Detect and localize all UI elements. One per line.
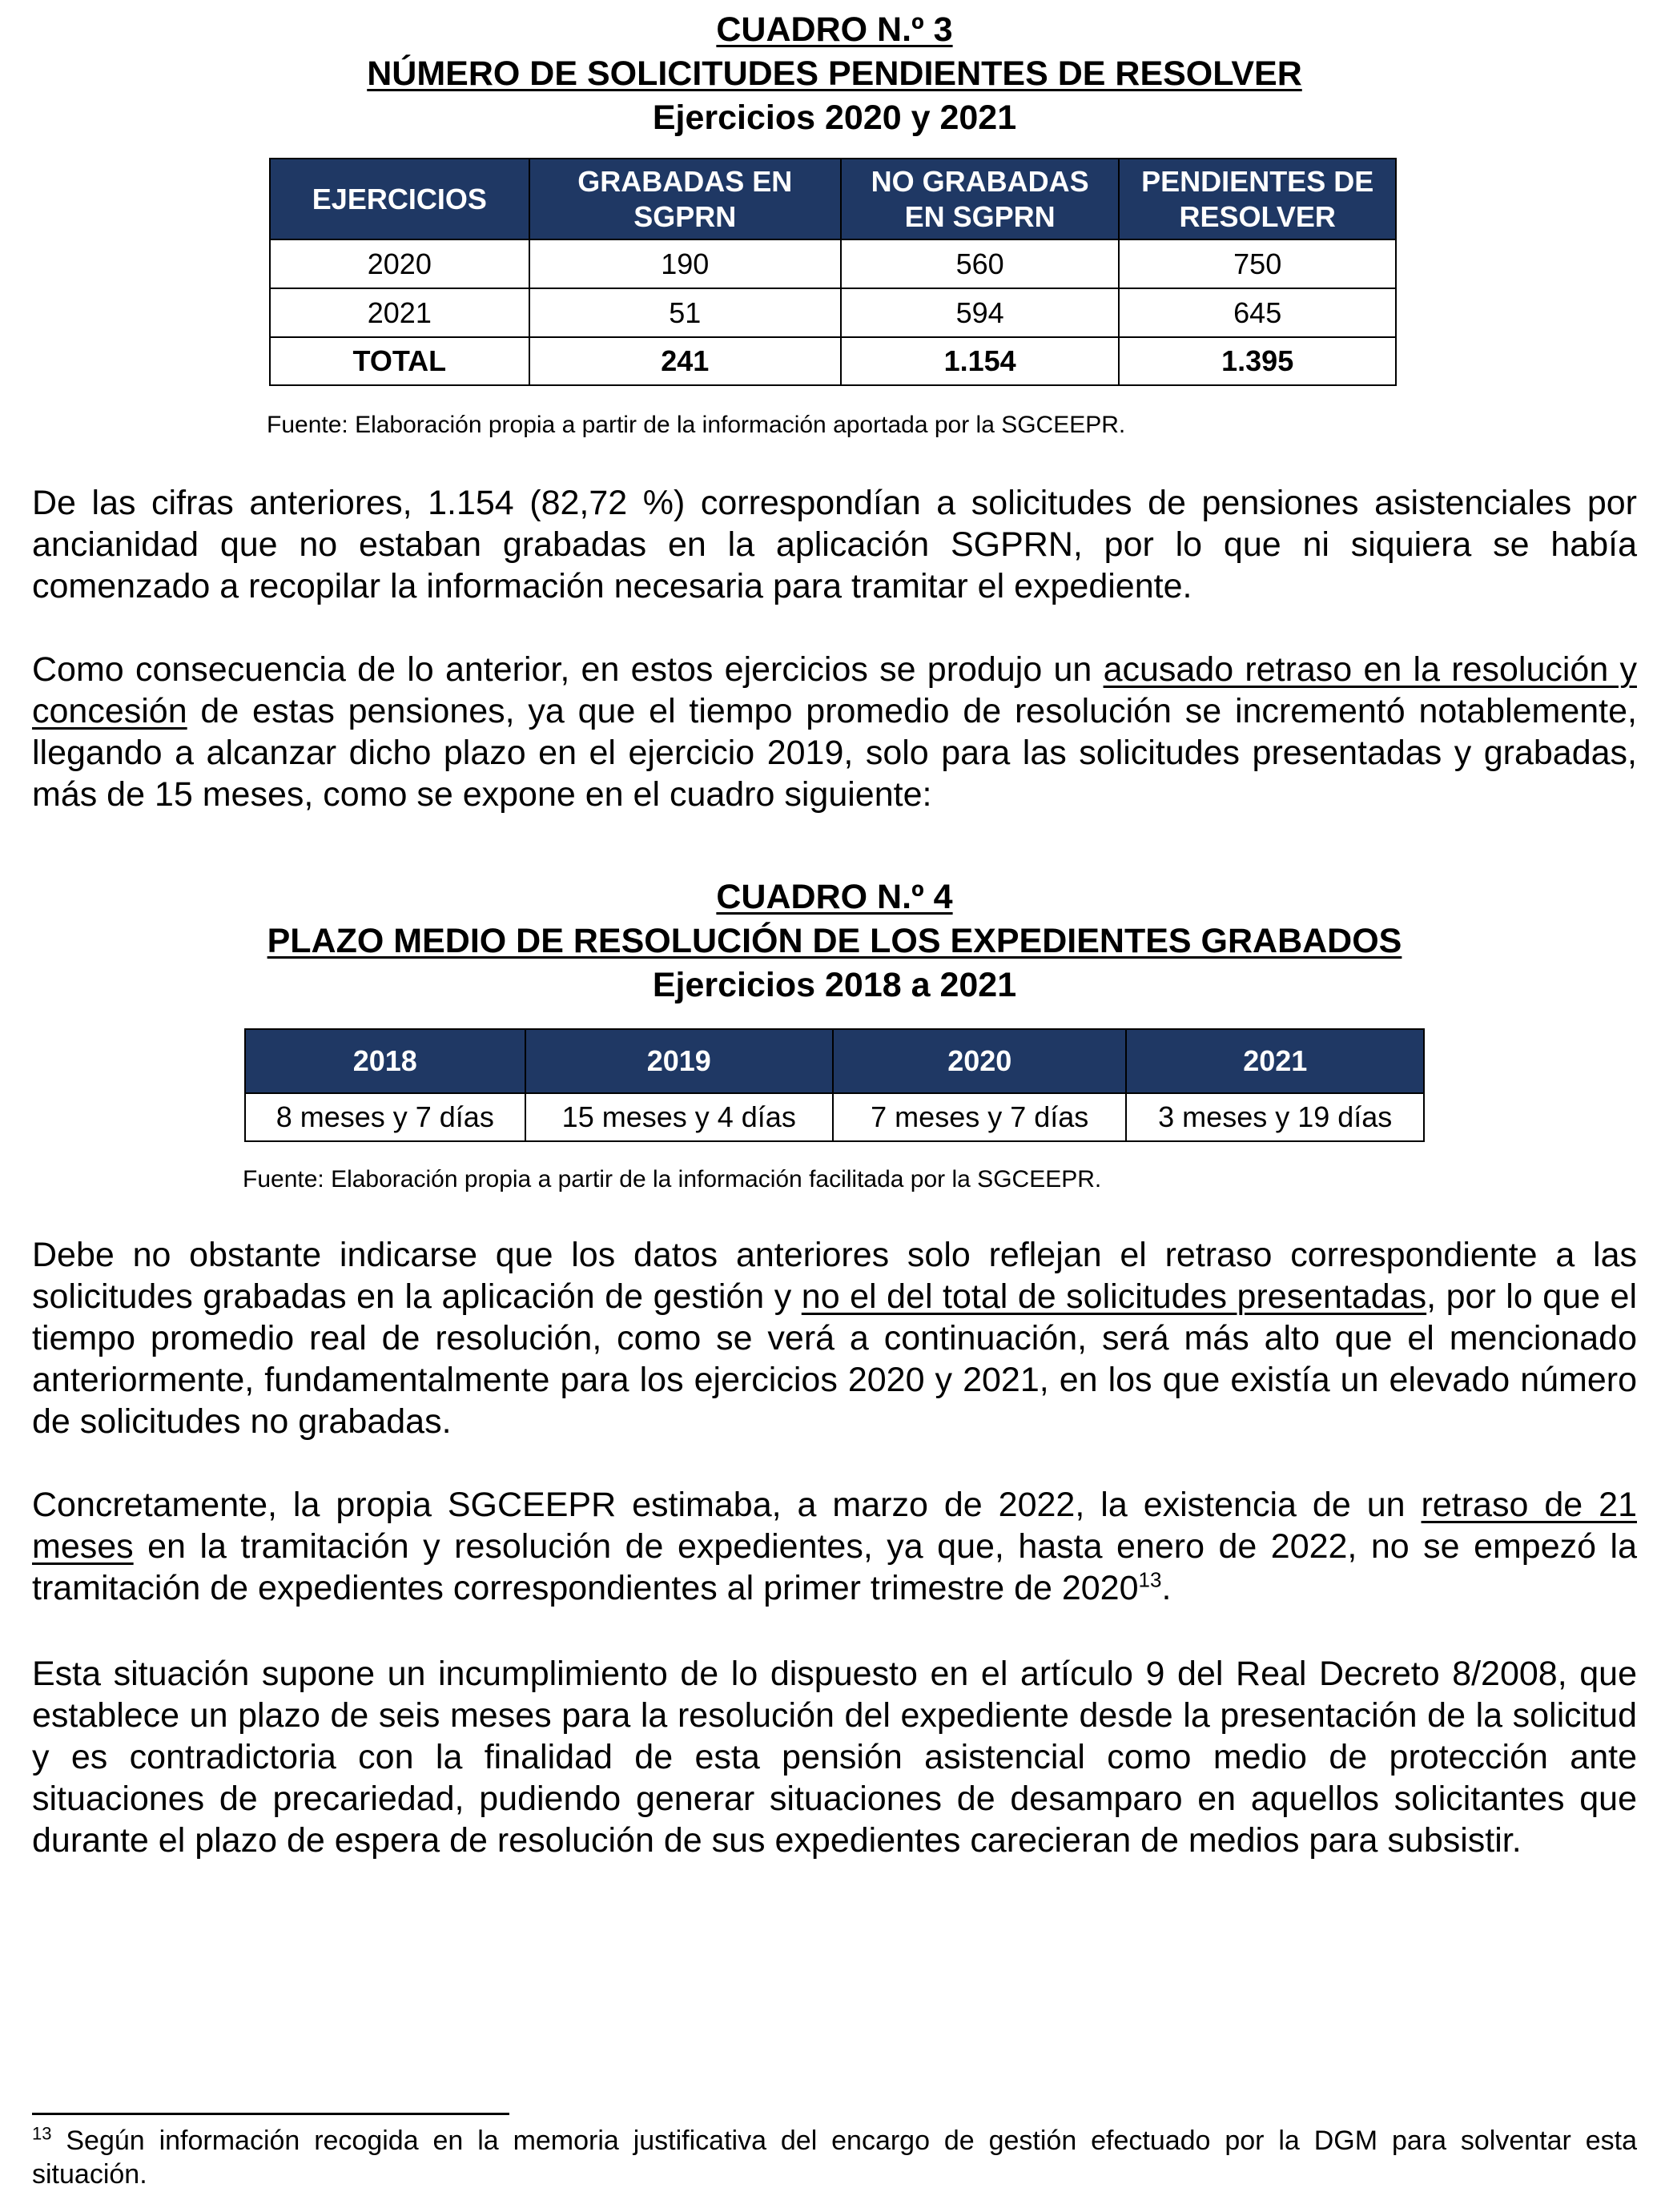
table4-header-cell: 2019: [525, 1029, 833, 1093]
paragraph-3: [32, 1234, 1637, 1442]
table-cell: 1.395: [1119, 337, 1396, 385]
table3-subtitle: NÚMERO DE SOLICITUDES PENDIENTES DE RESOLVER: [367, 54, 1302, 93]
table4-header-cell: 2021: [1126, 1029, 1424, 1093]
table3-heading: [0, 8, 1669, 140]
table-cell: 15 meses y 4 días: [525, 1093, 833, 1141]
table-cell: 3 meses y 19 días: [1126, 1093, 1424, 1141]
table-cell: TOTAL: [270, 337, 529, 385]
paragraph-text: en la tramitación y resolución de expedientes, ya que, hasta enero de 2022, no se empezó la tramitación de expedientes correspondientes al primer trimestre de 2020: [32, 1527, 1637, 1607]
table4-header-row: [245, 1029, 1424, 1093]
paragraph-text: de estas pensiones, ya que el tiempo promedio de resolución se incrementó notablemente, llegando a alcanzar dicho plazo en el ejercicio 2019, solo para las solicitudes presentadas y grabadas, más de 15 meses, como se expone en el cuadro siguiente:: [32, 692, 1637, 814]
table-cell: 241: [529, 337, 841, 385]
table-cell: 2021: [270, 288, 529, 337]
footnote-text: Según información recogida en la memoria justificativa del encargo de gestión efectuado por la DGM para solventar esta situación.: [32, 2126, 1637, 2190]
paragraph-text: , por lo que el tiempo promedio real de resolución, como se verá a continuación, será más alto que el mencionado anteriormente, fundamentalmente para los ejercicios 2020 y 2021, en los que existía un elevado número de solicitudes no grabadas.: [32, 1277, 1638, 1441]
table-cell: 560: [841, 239, 1119, 288]
table3-total-row: [270, 337, 1396, 385]
table-row: [270, 288, 1396, 337]
paragraph-5: Esta situación supone un incumplimiento de lo dispuesto en el artículo 9 del Real Decreto 8/2008, que establece un plazo de seis meses para la resolución del expediente desde la presentación de la solicitud y es contradictoria con la finalidad de esta pensión asistencial como medio de protección ante situaciones de precariedad, pudiendo generar situaciones de desamparo en aquellos solicitantes que durante el plazo de espera de resolución de sus expedientes carecieran de medios para subsistir.: [32, 1655, 1637, 1860]
table4-source: Fuente: Elaboración propia a partir de la información facilitada por la SGCEEPR.: [243, 1166, 1102, 1192]
underlined-text: no el del total de solicitudes presentadas: [801, 1277, 1427, 1316]
footnote: [32, 2124, 1637, 2191]
paragraph-text: Como consecuencia de lo anterior, en estos ejercicios se produjo un: [32, 650, 1104, 689]
table-cell: 2020: [270, 239, 529, 288]
table4-title: CUADRO N.º 4: [716, 878, 953, 916]
table-row: [245, 1093, 1424, 1141]
table3-period: Ejercicios 2020 y 2021: [652, 99, 1017, 137]
table-cell: 190: [529, 239, 841, 288]
table-cell: 645: [1119, 288, 1396, 337]
underlined-text: acusado retraso en la resolución y concesión: [32, 650, 1637, 730]
table-cell: 594: [841, 288, 1119, 337]
table-cell: 1.154: [841, 337, 1119, 385]
table4-header-cell: 2018: [245, 1029, 525, 1093]
footnote-separator: [32, 2113, 509, 2115]
table3-header-row: [270, 159, 1396, 239]
table3-source: Fuente: Elaboración propia a partir de la información aportada por la SGCEEPR.: [267, 412, 1126, 438]
table4-period: Ejercicios 2018 a 2021: [652, 966, 1017, 1004]
paragraph-text: .: [1161, 1569, 1172, 1607]
table4: [244, 1028, 1425, 1142]
paragraph-1: De las cifras anteriores, 1.154 (82,72 %) correspondían a solicitudes de pensiones asistenciales por ancianidad que no estaban grabadas en la aplicación SGPRN, por lo que ni siquiera se había comenzado a recopilar la información necesaria para tramitar el expediente.: [32, 484, 1637, 605]
table3-header-cell: NO GRABADAS EN SGPRN: [841, 159, 1119, 239]
table4-heading: [0, 875, 1669, 1007]
table-row: [270, 239, 1396, 288]
table3-header-cell: GRABADAS EN SGPRN: [529, 159, 841, 239]
table3-title: CUADRO N.º 3: [716, 10, 953, 49]
paragraph-4: [32, 1484, 1637, 1609]
table-cell: 8 meses y 7 días: [245, 1093, 525, 1141]
table3-header-cell: PENDIENTES DE RESOLVER: [1119, 159, 1396, 239]
table3-header-cell: EJERCICIOS: [270, 159, 529, 239]
underlined-text: retraso de 21 meses: [32, 1486, 1637, 1566]
paragraph-text: Concretamente, la propia SGCEEPR estimaba, a marzo de 2022, la existencia de un: [32, 1486, 1422, 1524]
paragraph-text: Debe no obstante indicarse que los datos anteriores solo reflejan el retraso correspondiente a las solicitudes grabadas en la aplicación de gestión y: [32, 1236, 1637, 1316]
table4-subtitle: PLAZO MEDIO DE RESOLUCIÓN DE LOS EXPEDIENTES GRABADOS: [267, 922, 1402, 960]
table-cell: 7 meses y 7 días: [833, 1093, 1127, 1141]
paragraph-2: [32, 649, 1637, 815]
table-cell: 750: [1119, 239, 1396, 288]
table-cell: 51: [529, 288, 841, 337]
footnote-number: 13: [32, 2123, 52, 2144]
table4-header-cell: 2020: [833, 1029, 1127, 1093]
table3: [269, 158, 1397, 386]
footnote-reference[interactable]: 13: [1138, 1567, 1162, 1592]
